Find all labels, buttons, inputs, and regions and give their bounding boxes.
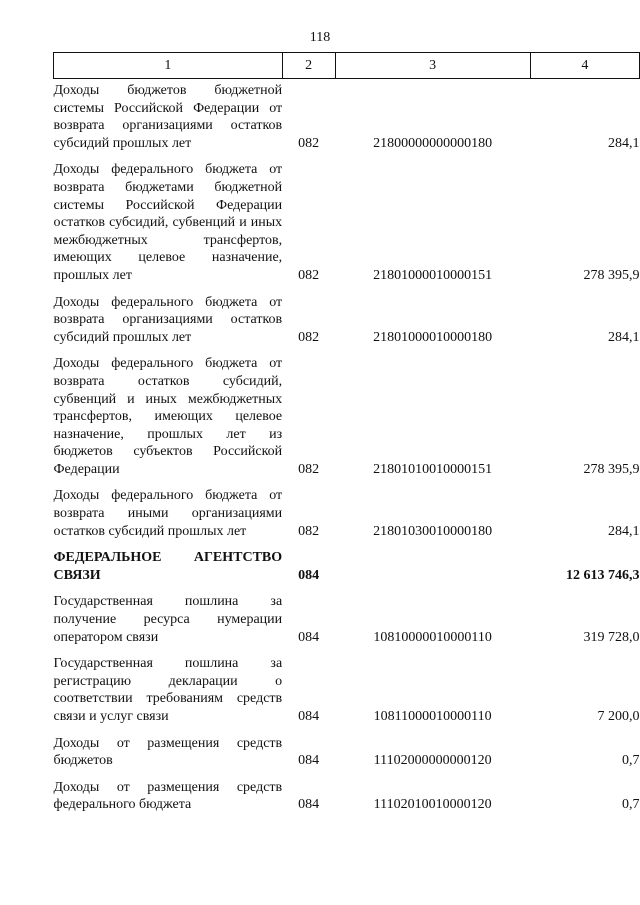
table-row	[54, 770, 640, 814]
row-amount: 0,7	[622, 797, 640, 813]
table-row	[54, 346, 640, 478]
row-name: Доходы бюджетов бюджетной системы Российской Федерации от возврата организациями остатков субсидий прошлых лет	[53, 83, 283, 151]
row-name: Государственная пошлина за получение ресурса нумерации оператором связи	[53, 594, 283, 645]
table-body	[54, 79, 640, 814]
budget-table	[53, 52, 640, 814]
header-row	[54, 53, 640, 79]
row-revenue-code	[335, 540, 530, 584]
table-header	[54, 53, 640, 79]
row-name: Доходы федерального бюджета от возврата организациями остатков субсидий прошлых лет	[53, 294, 283, 345]
row-revenue-code: 21801000010000180	[373, 329, 493, 345]
row-revenue-code: 11102010010000120	[373, 797, 492, 813]
row-amount: 278 395,9	[583, 461, 640, 477]
row-amount: 284,1	[608, 329, 640, 345]
row-revenue-code: 21801030010000180	[373, 523, 493, 539]
row-amount: 284,1	[608, 135, 640, 151]
row-name: Доходы федерального бюджета от возврата бюджетами бюджетной системы Российской Федерации остатков субсидий, субвенций и иных межбюджетных трансфертов, имеющих целевое назначение, прошлых лет	[53, 162, 283, 283]
table-row	[54, 726, 640, 770]
row-name: Доходы от размещения средств бюджетов	[53, 735, 283, 769]
page-number: 118	[309, 30, 331, 45]
row-admin-code: 084	[298, 709, 320, 724]
section-heading-name: ФЕДЕРАЛЬНОЕ АГЕНТСТВО СВЯЗИ	[53, 550, 283, 583]
row-admin-code: 082	[298, 135, 320, 151]
row-revenue-code: 11102000000000120	[373, 753, 492, 769]
row-admin-code: 084	[298, 753, 320, 769]
row-name: Доходы федерального бюджета от возврата иными организациями остатков субсидий прошлых лет	[53, 488, 283, 539]
section-total-amount: 12 613 746,3	[566, 567, 640, 583]
row-name: Государственная пошлина за регистрацию декларации о соответствии требованиям средств связи и услуг связи	[53, 656, 283, 724]
row-revenue-code: 10811000010000110	[373, 709, 492, 724]
row-admin-code: 082	[298, 267, 320, 283]
row-amount: 7 200,0	[597, 709, 640, 724]
row-amount: 0,7	[622, 753, 640, 769]
column-header-3: 3	[335, 53, 530, 79]
row-admin-code: 082	[298, 461, 320, 477]
row-admin-code: 084	[298, 567, 320, 583]
column-header-1: 1	[54, 53, 283, 79]
row-amount: 278 395,9	[583, 267, 640, 283]
row-admin-code: 082	[298, 523, 320, 539]
row-revenue-code: 21801010010000151	[373, 461, 493, 477]
table-row	[54, 79, 640, 153]
row-amount: 284,1	[608, 523, 640, 539]
table-row	[54, 646, 640, 725]
row-amount: 319 728,0	[583, 629, 640, 645]
row-admin-code: 084	[298, 629, 320, 645]
table-row	[54, 152, 640, 284]
table-row	[54, 285, 640, 347]
row-revenue-code: 10810000010000110	[373, 629, 492, 645]
column-header-4: 4	[530, 53, 639, 79]
row-admin-code: 084	[298, 797, 320, 813]
row-revenue-code: 21801000010000151	[373, 267, 493, 283]
section-heading-row	[54, 540, 640, 584]
table-row	[54, 584, 640, 646]
row-revenue-code: 21800000000000180	[373, 135, 493, 151]
row-name: Доходы от размещения средств федерального бюджета	[53, 779, 283, 813]
row-admin-code: 082	[298, 329, 320, 345]
column-header-2: 2	[282, 53, 335, 79]
row-name: Доходы федерального бюджета от возврата остатков субсидий, субвенций и иных межбюджетных трансфертов, имеющих целевое назначение, прошлых лет из бюджетов субъектов Российской Федерации	[53, 356, 283, 477]
table-row	[54, 478, 640, 540]
